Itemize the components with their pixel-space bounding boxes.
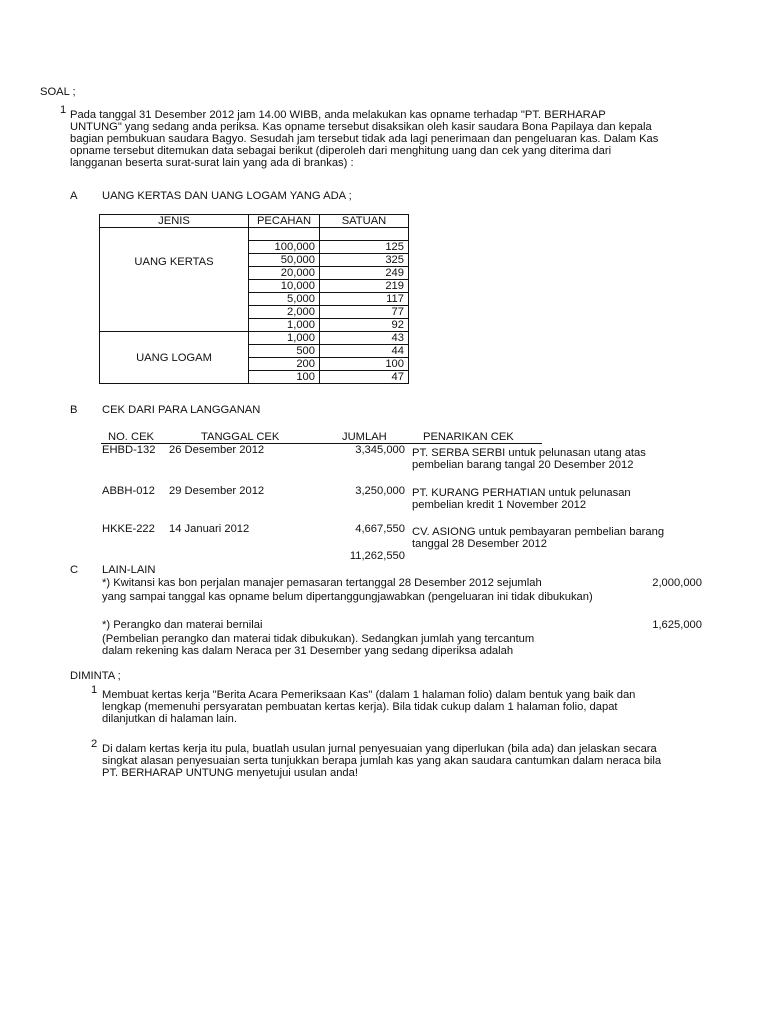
satuan-cell: 249 (320, 267, 409, 280)
table-spacer-row (100, 228, 409, 241)
section-b-letter: B (70, 404, 78, 416)
diminta-item-line: Membuat kertas kerja "Berita Acara Pemeriksaan Kas" (dalam 1 halaman folio) dalam bentuk yang baik dan (102, 689, 636, 701)
pecahan-cell: 2,000 (249, 306, 320, 319)
cek-penarikan-line: CV. ASIONG untuk pembayaran pembelian barang (412, 526, 665, 538)
question-line: opname tersebut ditemukan data sebagai berikut (diperoleh dari menghitung uang dan cek yang diterima dari (70, 145, 612, 157)
cek-penarikan-line: pembelian barang tangal 20 Desember 2012 (412, 459, 634, 471)
section-b-title: CEK DARI PARA LANGGANAN (102, 404, 261, 416)
cek-tanggal: 14 Januari 2012 (169, 523, 250, 535)
cek-jumlah: 3,345,000 (355, 444, 405, 456)
section-a-letter: A (70, 190, 78, 202)
header-pecahan: PECAHAN (249, 215, 320, 228)
cash-count-table (99, 214, 409, 384)
pecahan-cell: 10,000 (249, 280, 320, 293)
header-satuan: SATUAN (320, 215, 409, 228)
lain-item-amount: 1,625,000 (652, 619, 702, 631)
cek-penarikan-line: tanggal 28 Desember 2012 (412, 538, 547, 550)
pecahan-cell: 200 (249, 358, 320, 371)
cek-jumlah: 3,250,000 (355, 485, 405, 497)
pecahan-cell: 1,000 (249, 332, 320, 345)
diminta-item-line: Di dalam kertas kerja itu pula, buatlah usulan jurnal penyesuaian yang diperlukan (bila ada) dan jelaskan secara (102, 743, 657, 755)
header-jenis: JENIS (100, 215, 249, 228)
lain-item-line: dalam rekening kas dalam Neraca per 31 Desember yang sedang diperiksa adalah (102, 645, 514, 657)
question-line: Pada tanggal 31 Desember 2012 jam 14.00 WIBB, anda melakukan kas opname terhadap "PT. BERHARAP (70, 109, 606, 121)
question-line: UNTUNG" yang sedang anda periksa. Kas opname tersebut disaksikan oleh kasir saudara Bona Papilaya dan kepala (70, 121, 652, 133)
satuan-cell: 77 (320, 306, 409, 319)
header-penarikan-cek: PENARIKAN CEK (423, 431, 514, 443)
satuan-cell: 325 (320, 254, 409, 267)
diminta-label: DIMINTA ; (70, 670, 121, 682)
header-jumlah: JUMLAH (342, 431, 387, 443)
cek-penarikan-line: PT. SERBA SERBI untuk pelunasan utang atas (412, 447, 646, 459)
lain-item-line: *) Perangko dan materai bernilai (102, 619, 263, 631)
cek-no: EHBD-132 (102, 444, 156, 456)
satuan-cell: 219 (320, 280, 409, 293)
satuan-cell: 125 (320, 241, 409, 254)
section-a-title: UANG KERTAS DAN UANG LOGAM YANG ADA ; (102, 190, 352, 202)
pecahan-cell: 5,000 (249, 293, 320, 306)
satuan-cell: 44 (320, 345, 409, 358)
pecahan-cell: 100,000 (249, 241, 320, 254)
table-header-row (100, 215, 409, 228)
pecahan-cell: 20,000 (249, 267, 320, 280)
uang-logam-label: UANG LOGAM (100, 332, 249, 384)
cek-total: 11,262,550 (349, 550, 405, 562)
pecahan-cell: 50,000 (249, 254, 320, 267)
cek-jumlah: 4,667,550 (355, 523, 405, 535)
cek-tanggal: 29 Desember 2012 (169, 485, 265, 497)
satuan-cell: 100 (320, 358, 409, 371)
diminta-item-number: 1 (91, 684, 98, 696)
diminta-item-line: lengkap (memenuhi persyaratan pembuatan kertas kerja). Bila tidak cukup dalam 1 halaman folio, dapat (102, 701, 618, 713)
diminta-item-line: dilanjutkan di halaman lain. (102, 713, 237, 725)
cek-no: HKKE-222 (102, 523, 155, 535)
header-no-cek: NO. CEK (108, 431, 155, 443)
cek-tanggal: 26 Desember 2012 (169, 444, 265, 456)
lain-item-amount: 2,000,000 (652, 577, 702, 589)
cek-penarikan-line: PT. KURANG PERHATIAN untuk pelunasan (412, 487, 631, 499)
soal-label: SOAL ; (40, 86, 76, 98)
diminta-item-line: singkat alasan penyesuaian serta tunjukkan berapa jumlah kas yang akan saudara cantumkan dalam neraca bila (102, 755, 662, 767)
pecahan-cell: 100 (249, 371, 320, 384)
question-number: 1 (60, 104, 67, 116)
satuan-cell: 43 (320, 332, 409, 345)
section-c-letter: C (70, 564, 79, 576)
cek-penarikan-line: pembelian kredit 1 November 2012 (412, 499, 587, 511)
pecahan-cell: 1,000 (249, 319, 320, 332)
question-line: langganan beserta surat-surat lain yang ada di brankas) : (70, 157, 354, 169)
lain-item-line: yang sampai tanggal kas opname belum dipertanggungjawabkan (pengeluaran ini tidak dibukukan) (102, 591, 593, 603)
uang-kertas-label: UANG KERTAS (100, 228, 249, 332)
diminta-item-number: 2 (91, 738, 98, 750)
satuan-cell: 47 (320, 371, 409, 384)
satuan-cell: 92 (320, 319, 409, 332)
satuan-cell: 117 (320, 293, 409, 306)
lain-item-line: (Pembelian perangko dan materai tidak dibukukan). Sedangkan jumlah yang tercantum (102, 633, 535, 645)
section-c-title: LAIN-LAIN (102, 564, 156, 576)
cek-no: ABBH-012 (102, 485, 155, 497)
diminta-item-line: PT. BERHARAP UNTUNG menyetujui usulan anda! (102, 767, 358, 779)
pecahan-cell: 500 (249, 345, 320, 358)
table-row (100, 332, 409, 345)
question-line: bagian pembukuan saudara Bagyo. Sesudah jam tersebut tidak ada lagi penerimaan dan pengeluaran kas. Dalam Kas (70, 133, 659, 145)
lain-item-line: *) Kwitansi kas bon perjalan manajer pemasaran tertanggal 28 Desember 2012 sejumlah (102, 577, 542, 589)
header-tanggal-cek: TANGGAL CEK (201, 431, 280, 443)
